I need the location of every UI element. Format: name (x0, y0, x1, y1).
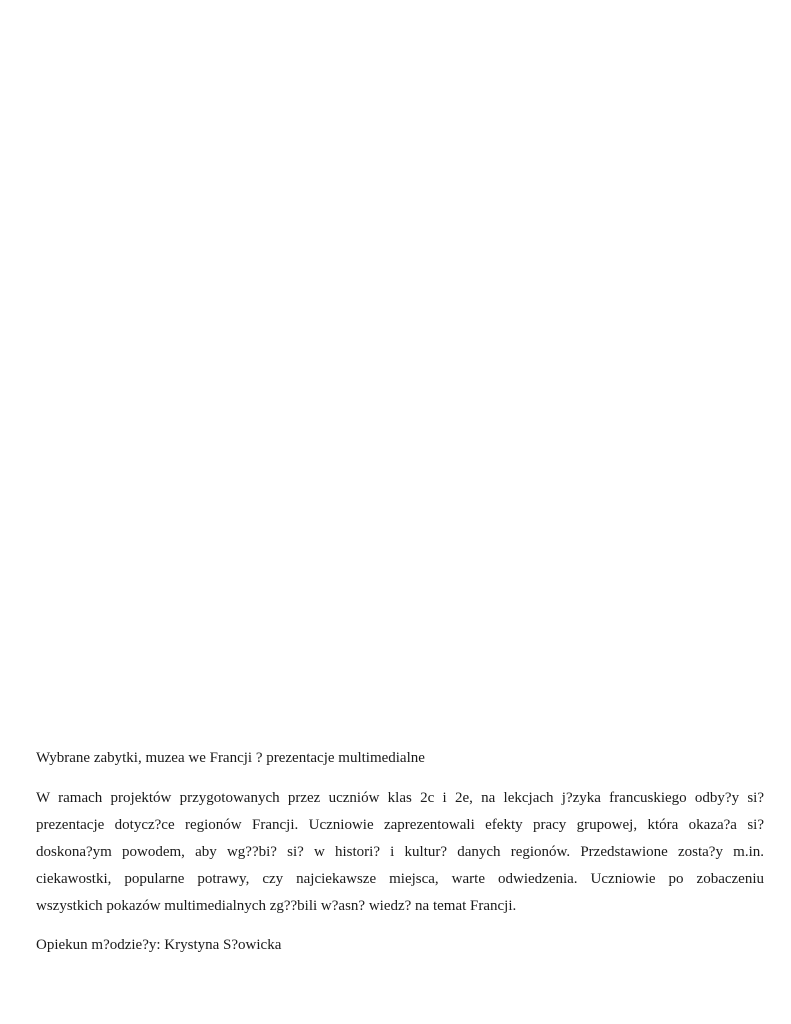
body-line-3: doskona?ym powodem, aby wg??bi? si? w histori? i kultur? danych regionów. Przedstawione zosta?y m.in. (36, 844, 764, 860)
body-line-1: W ramach projektów przygotowanych przez uczniów klas 2c i 2e, na lekcjach j?zyka francuskiego odby?y si? (36, 790, 764, 806)
article-title: Wybrane zabytki, muzea we Francji ? prezentacje multimedialne (36, 750, 425, 766)
body-line-5: wszystkich pokazów multimedialnych zg??bili w?asn? wiedz? na temat Francji. (36, 898, 517, 914)
body-line-4: ciekawostki, popularne potrawy, czy najciekawsze miejsca, warte odwiedzenia. Uczniowie po zobaczeniu (36, 871, 764, 887)
signature: Opiekun m?odzie?y: Krystyna S?owicka (36, 937, 282, 953)
article (36, 747, 764, 956)
body-line-2: prezentacje dotycz?ce regionów Francji. Uczniowie zaprezentowali efekty pracy grupowej, która okaza?a si? (36, 817, 764, 833)
article-body (36, 785, 764, 920)
